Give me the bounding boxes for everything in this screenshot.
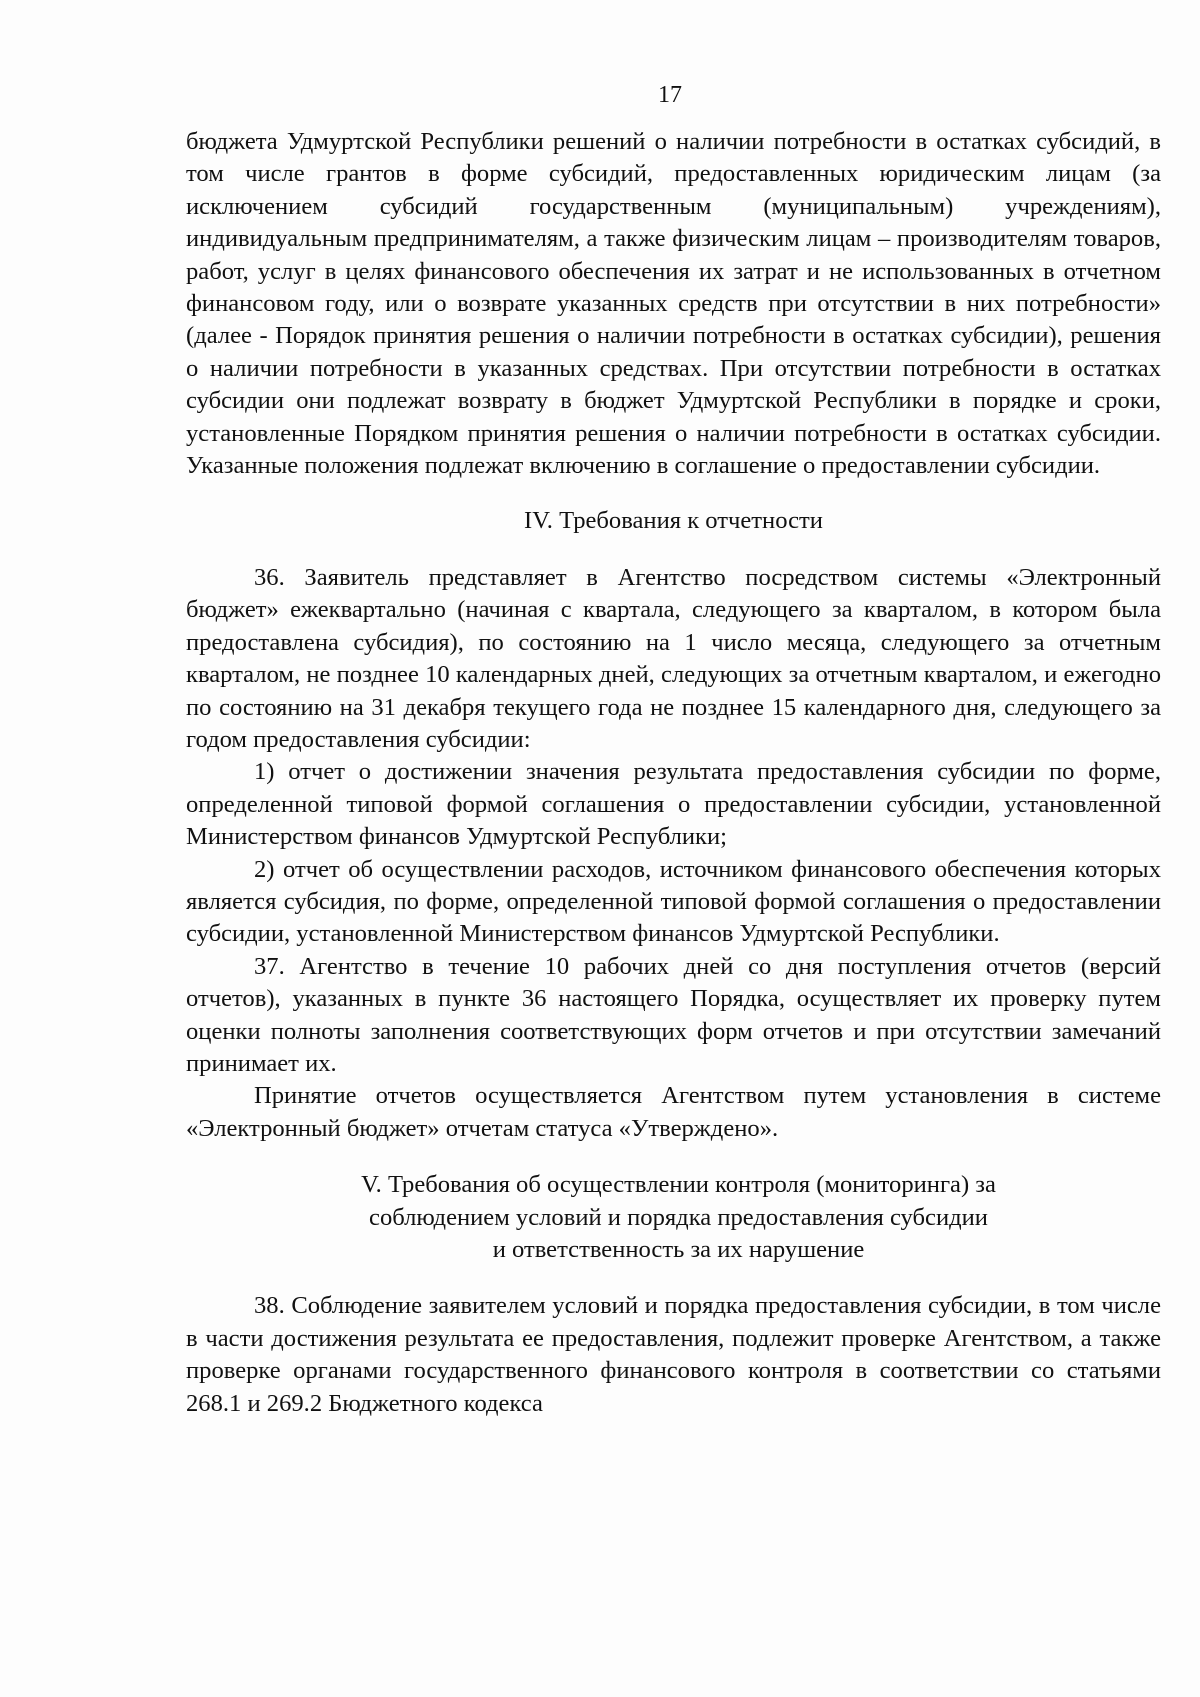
- paragraph-37-acceptance: Принятие отчетов осуществляется Агентством путем установления в системе «Электронный бюджет» отчетам статуса «Утверждено».: [186, 1082, 1161, 1142]
- document-body: [186, 126, 1161, 1420]
- section-5-title: [186, 1169, 1161, 1266]
- section-5-title-line-3: и ответственность за их нарушение: [492, 1236, 865, 1263]
- paragraph-36-item-1: 1) отчет о достижении значения результата предоставления субсидии по форме, определенной типовой формой соглашения о предоставлении субсидии, установленной Министерством финансов Удмуртской Республики;: [186, 758, 1161, 851]
- section-4-title: IV. Требования к отчетности: [524, 507, 823, 535]
- page-number: 17: [658, 82, 682, 108]
- section-5-title-line-2: соблюдением условий и порядка предоставления субсидии: [369, 1203, 988, 1231]
- paragraph-38: 38. Соблюдение заявителем условий и порядка предоставления субсидии, в том числе в части достижения результата ее предоставления, подлежит проверке Агентством, а также проверке органами государственного финансового контроля в соответствии со статьями 268.1 и 269.2 Бюджетного кодекса: [186, 1292, 1161, 1417]
- paragraph-37: 37. Агентство в течение 10 рабочих дней со дня поступления отчетов (версий отчетов), указанных в пункте 36 настоящего Порядка, осуществляет их проверку путем оценки полноты заполнения соответствующих форм отчетов и при отсутствии замечаний принимает их.: [186, 952, 1161, 1077]
- paragraph-36-item-2: 2) отчет об осуществлении расходов, источником финансового обеспечения которых является субсидия, по форме, определенной типовой формой соглашения о предоставлении субсидии, установленной Министерством финансов Удмуртской Республики.: [186, 855, 1161, 948]
- paragraph-36: 36. Заявитель представляет в Агентство посредством системы «Электронный бюджет» ежеквартально (начиная с квартала, следующего за кварталом, в котором была предоставлена субсидия), по состоянию на 1 число месяца, следующего за отчетным кварталом, не позднее 10 календарных дней, следующих за отчетным кварталом, и ежегодно по состоянию на 31 декабря текущего года не позднее 15 календарного дня, следующего за годом предоставления субсидии:: [186, 563, 1161, 753]
- section-5-title-line-1: V. Требования об осуществлении контроля (мониторинга) за: [361, 1171, 996, 1199]
- intro-paragraph: бюджета Удмуртской Республики решений о наличии потребности в остатках субсидий, в том числе грантов в форме субсидий, предоставленных юридическим лицам (за исключением субсидий государственным (муниципальным) учреждениям), индивидуальным предпринимателям, а также физическим лицам – производителям товаров, работ, услуг в целях финансового обеспечения их затрат и не использованных в отчетном финансовом году, или о возврате указанных средств при отсутствии в них потребности» (далее - Порядок принятия решения о наличии потребности в остатках субсидии), решения о наличии потребности в указанных средствах. При отсутствии потребности в остатках субсидии они подлежат возврату в бюджет Удмуртской Республики в порядке и сроки, установленные Порядком принятия решения о наличии потребности в остатках субсидии. Указанные положения подлежат включению в соглашение о предоставлении субсидии.: [186, 128, 1161, 480]
